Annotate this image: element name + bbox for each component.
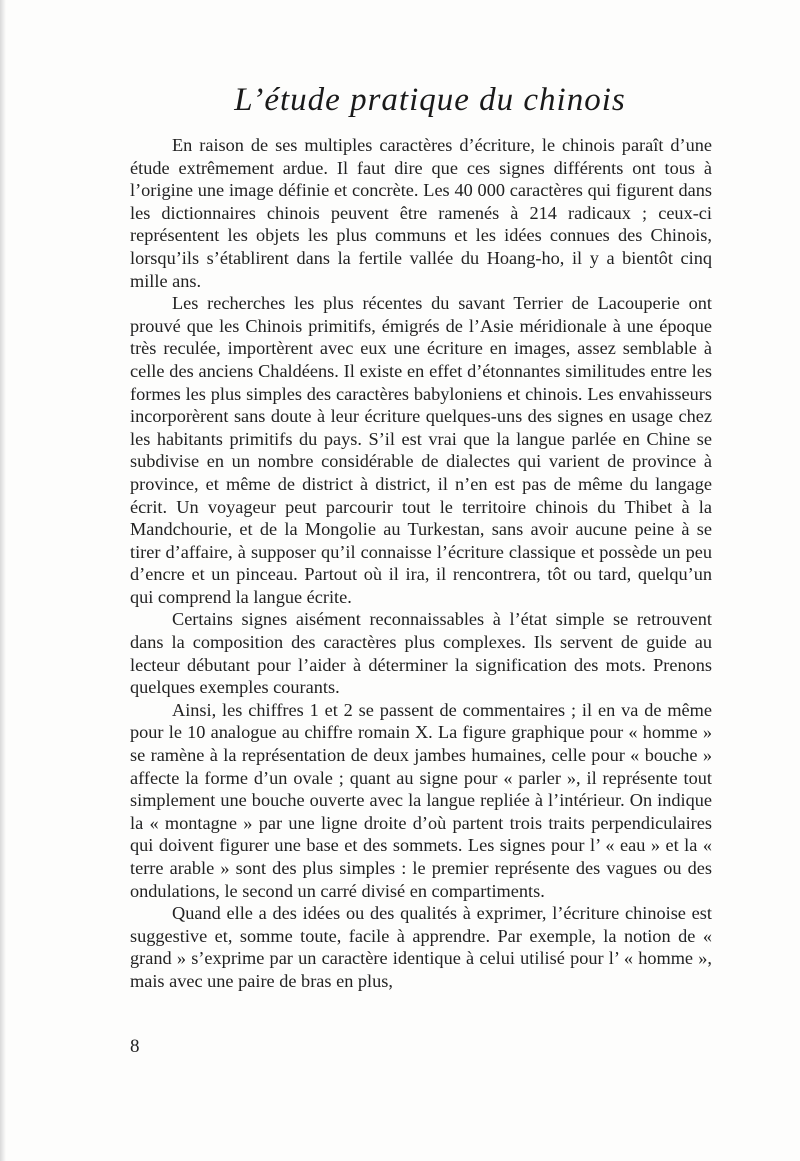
page-number: 8 xyxy=(130,1036,140,1057)
paragraph-4: Ainsi, les chiffres 1 et 2 se passent de commentaires ; il en va de même pour le 10 analogue au chiffre romain X. La figure graphique pour « homme » se ramène à la représentation de deux jambes humaines, celle pour « bouche » affecte la forme d’un ovale ; quant au signe pour « parler », il représente tout simplement une bouche ouverte avec la langue repliée à l’intérieur. On indique la « montagne » par une ligne droite d’où partent trois traits perpendiculaires qui doivent figurer une base et des sommets. Les signes pour l’ « eau » et la « terre arable » sont des plus simples : le premier représente des vagues ou des ondulations, le second un carré divisé en compartiments. xyxy=(130,699,712,901)
body-text xyxy=(130,134,712,993)
paragraph-1: En raison de ses multiples caractères d’écriture, le chinois paraît d’une étude extrêmement ardue. Il faut dire que ces signes différents ont tous à l’origine une image définie et concrète. Les 40 000 caractères qui figurent dans les dictionnaires chinois peuvent être ramenés à 214 radicaux ; ceux-ci représentent les objets les plus communs et les idées connues des Chinois, lorsqu’ils s’établirent dans la fertile vallée du Hoang-ho, il y a bientôt cinq mille ans. xyxy=(130,135,712,291)
page-edge-shadow xyxy=(0,0,6,1161)
page-title: L’étude pratique du chinois xyxy=(234,82,626,118)
paragraph-2: Les recherches les plus récentes du savant Terrier de Lacouperie ont prouvé que les Chinois primitifs, émigrés de l’Asie méridionale à une époque très reculée, importèrent avec eux une écriture en images, assez semblable à celle des anciens Chaldéens. Il existe en effet d’étonnantes similitudes entre les formes les plus simples des caractères babyloniens et chinois. Les envahisseurs incorporèrent sans doute à leur écriture quelques-uns des signes en usage chez les habitants primitifs du pays. S’il est vrai que la langue parlée en Chine se subdivise en un nombre considérable de dialectes qui varient de province à province, et même de district à district, il n’en est pas de même du langage écrit. Un voyageur peut parcourir tout le territoire chinois du Thibet à la Mandchourie, et de la Mongolie au Turkestan, sans avoir aucune peine à se tirer d’affaire, à supposer qu’il connaisse l’écriture classique et possède un peu d’encre et un pinceau. Partout où il ira, il rencontrera, tôt ou tard, quelqu’un qui comprend la langue écrite. xyxy=(130,293,712,607)
paragraph-5: Quand elle a des idées ou des qualités à exprimer, l’écriture chinoise est suggestive et, somme toute, facile à apprendre. Par exemple, la notion de « grand » s’exprime par un caractère identique à celui utilisé pour l’ « homme », mais avec une paire de bras en plus, xyxy=(130,903,712,991)
paragraph-3: Certains signes aisément reconnaissables à l’état simple se retrouvent dans la composition des caractères plus complexes. Ils servent de guide au lecteur débutant pour l’aider à déterminer la signification des mots. Prenons quelques exemples courants. xyxy=(130,609,712,698)
